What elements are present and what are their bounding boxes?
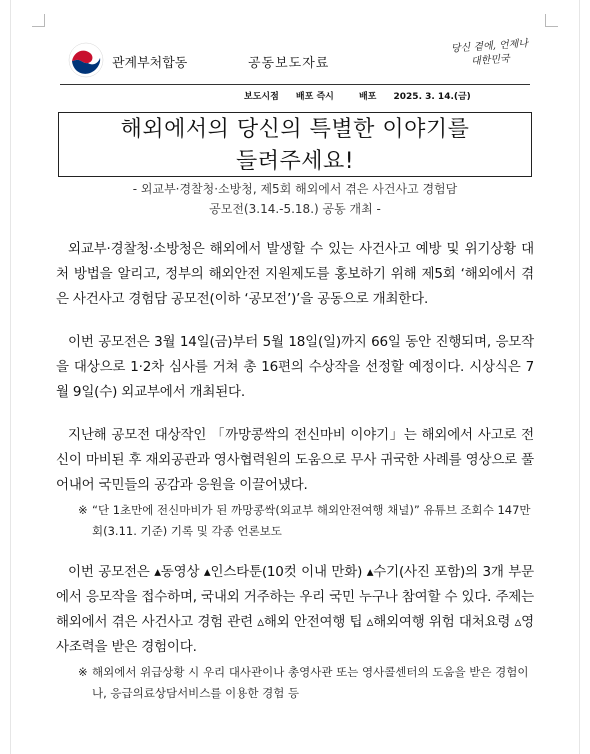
paragraph-schedule: 이번 공모전은 3월 14일(금)부터 5월 18일(일)까지 66일 동안 진행되며, 응모작을 대상으로 1·2차 심사를 거쳐 총 16편의 수상작을 선정할 예정이다. 시상식은 7월 9일(수) 외교부에서 개최된다.: [56, 334, 534, 400]
note-youtube-views: [56, 500, 534, 542]
government-emblem-icon: [68, 42, 104, 78]
header-divider: [60, 84, 530, 85]
paragraph-previous-winner: 지난해 공모전 대상작인 「까망콩싹의 전신마비 이야기」는 해외에서 사고로 전신이 마비된 후 재외공관과 영사협력원의 도움으로 무사 귀국한 사례를 영상으로 풀어내어 국민들의 공감과 응원을 이끌어냈다.: [56, 427, 534, 493]
note-text: “단 1초만에 전신마비가 된 까망콩싹(외교부 해외안전여행 채널)” 유튜브 조회수 147만 회(3.11. 기준) 기록 및 각종 언론보도: [92, 503, 531, 538]
release-info: [244, 89, 485, 102]
subtitle-line-2: 공모전(3.14.-5.18.) 공동 개최 -: [209, 202, 381, 216]
title-box: [58, 112, 532, 177]
subtitle-line-1: - 외교부·경찰청·소방청, 제5회 해외에서 겪은 사건사고 경험담: [132, 182, 458, 196]
document-type: 공동보도자료: [248, 56, 330, 71]
embargo-label: 보도시점: [244, 92, 279, 102]
corner-mark-top-left: [32, 14, 45, 27]
note-mark: ※: [78, 503, 88, 517]
release-label: 배포: [358, 92, 377, 102]
body-text: [56, 237, 534, 704]
note-text: 해외에서 위급상황 시 우리 대사관이나 총영사관 또는 영사콜센터의 도움을 받은 경험이나, 응급의료상담서비스를 이용한 경험 등: [92, 665, 529, 700]
subtitle: [58, 179, 532, 219]
note-consular-help: [56, 662, 534, 704]
note-mark: ※: [78, 665, 88, 679]
paragraph-categories: 이번 공모전은 ▴동영상 ▴인스타툰(10컷 이내 만화) ▴수기(사진 포함)의 3개 부문에서 응모작을 접수하며, 국내외 거주하는 우리 국민 누구나 참여할 수 있다. 주제는 해외에서 겪은 사건사고 경험 관련 ▵해외 안전여행 팁 ▵해외여행 위험 대처요령 ▵영사조력을 받은 경험이다.: [56, 564, 534, 655]
release-date: 2025. 3. 14.(금): [393, 92, 471, 102]
title-line-1: 해외에서의 당신의 특별한 이야기를: [120, 117, 470, 142]
paragraph-overview: 외교부·경찰청·소방청은 해외에서 발생할 수 있는 사건사고 예방 및 위기상황 대처 방법을 알리고, 정부의 해외안전 지원제도를 홍보하기 위해 제5회 ‘해외에서 겪은 사건사고 경험담 공모전(이하 ‘공모전’)’을 공동으로 개최한다.: [56, 241, 534, 307]
title-line-2: 들려주세요!: [235, 149, 355, 174]
slogan-signature: 당신 곁에, 언제나 대한민국: [450, 38, 529, 68]
embargo-value: 배포 즉시: [295, 92, 334, 102]
corner-mark-top-right: [545, 14, 558, 27]
document-header: [60, 40, 530, 84]
org-name: 관계부처합동: [112, 56, 188, 71]
